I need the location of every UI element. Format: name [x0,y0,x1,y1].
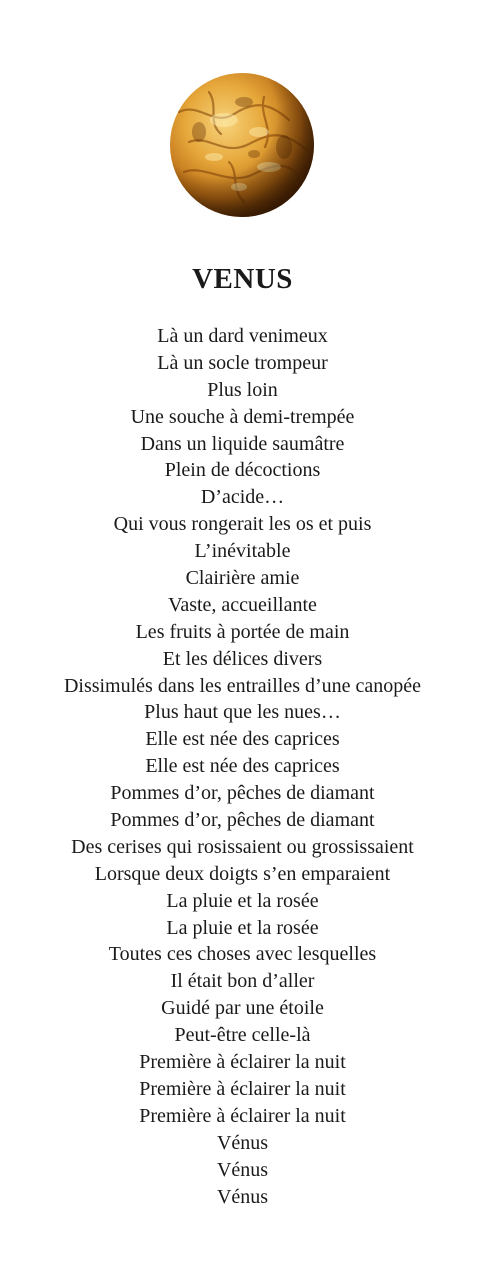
poem-line: Les fruits à portée de main [135,620,350,643]
poem-line: Toutes ces choses avec lesquelles [108,943,377,966]
poem-line: Elle est née des caprices [145,755,340,778]
venus-planet-image [169,72,315,218]
poem-title: VENUS [192,263,293,295]
poem-line: Plein de décoctions [164,459,321,482]
poem-line: Il était bon d’aller [170,970,315,993]
poem-line: Qui vous rongerait les os et puis [113,513,372,536]
poem-line: Vénus [216,1185,269,1208]
poem-line: Clairière amie [185,567,300,590]
poem-line: Première à éclairer la nuit [139,1051,346,1074]
poem-line: Plus loin [207,378,278,401]
poem-line: L’inévitable [194,540,291,563]
poem-body [0,323,485,1210]
poem-line: La pluie et la rosée [166,916,319,939]
poem-line: La pluie et la rosée [166,889,319,912]
poem-line: Vaste, accueillante [168,593,317,616]
poem-line: Dissimulés dans les entrailles d’une canopée [63,674,422,697]
poem-line: Peut-être celle-là [174,1024,311,1047]
poem-line: Lorsque deux doigts s’en emparaient [94,862,391,885]
poem-line: Elle est née des caprices [145,728,340,751]
poem-line: Dans un liquide saumâtre [140,432,345,455]
poem-line: Guidé par une étoile [161,997,324,1020]
poem-line: Des cerises qui rosissaient ou grossissaient [71,835,414,858]
poem-line: Et les délices divers [162,647,323,670]
poem-line: D’acide… [200,486,285,509]
poem-line: Vénus [216,1131,269,1154]
poem-line: Pommes d’or, pêches de diamant [110,782,375,805]
poem-line: Là un dard venimeux [157,325,328,347]
poem-line: Première à éclairer la nuit [139,1104,346,1127]
poem-line: Une souche à demi-trempée [130,405,355,428]
poem-line: Pommes d’or, pêches de diamant [110,809,375,832]
poem-line: Plus haut que les nues… [144,701,341,724]
poem-line: Là un socle trompeur [157,351,328,374]
poem-line: Première à éclairer la nuit [139,1077,346,1100]
poem-line: Vénus [216,1158,269,1181]
